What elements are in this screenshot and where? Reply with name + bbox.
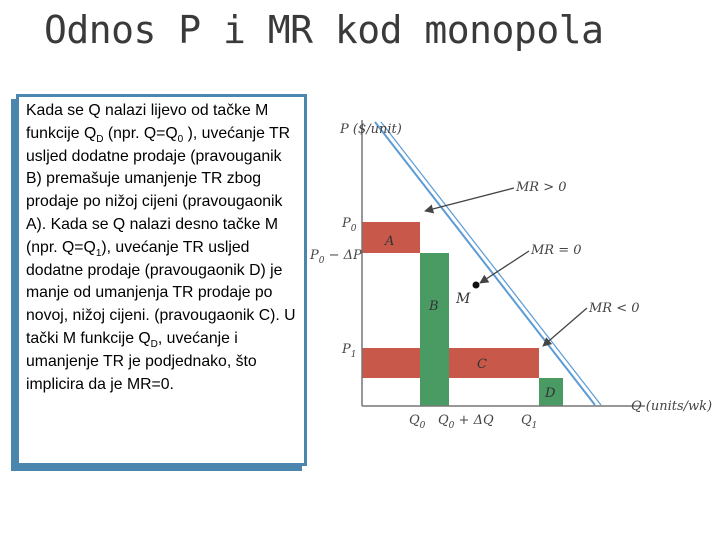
explanation-text	[16, 94, 307, 466]
rect-c	[362, 348, 539, 378]
point-m-label: M	[456, 291, 471, 307]
arrow-mr-positive	[425, 188, 514, 211]
text-part: (npr. Q=Q	[103, 124, 178, 142]
subscript: D	[96, 133, 104, 145]
subscript: 1	[95, 247, 102, 259]
rect-d-label: D	[545, 386, 556, 401]
label-q0: $Q_0$	[409, 413, 426, 431]
monopoly-diagram	[305, 108, 715, 438]
label-p0: $P_0$	[342, 216, 357, 234]
annotation-mr-zero: MR = 0	[531, 243, 582, 258]
point-m	[473, 282, 480, 289]
annotation-mr-negative: MR < 0	[589, 301, 640, 316]
rect-c-label: C	[477, 357, 487, 372]
annotation-mr-positive: MR > 0	[516, 180, 567, 195]
slide-title: Odnos P i MR kod monopola	[44, 8, 604, 52]
subscript: D	[150, 339, 158, 351]
text-part: ), uvećanje TR usljed dodatne prodaje (pravouganik B) premašuje umanjenje TR zbog prodaje po nižoj cijeni (pravougaonik A). Kada se Q nalazi desno tačke M (npr. Q=Q	[26, 124, 291, 256]
rect-a-label: A	[385, 234, 395, 249]
label-q1: $Q_1$	[521, 413, 538, 431]
label-p1: $P_1$	[342, 342, 357, 360]
x-axis-label: Q (units/wk)	[631, 399, 713, 414]
text-part: Kada se Q nalazi lijevo od tačke M funkcije Q	[26, 102, 269, 142]
rect-b-label: B	[429, 299, 439, 314]
subscript: 0	[177, 133, 184, 145]
text-part: ), uvećanje TR usljed dodatne prodaje (pravougaonik D) je manje od umanjenja TR prodaje po novoj, nižoj cijeni. (pravougaonik C). U tački M funkcije Q	[26, 238, 296, 347]
y-axis-label: P ($/unit)	[340, 122, 402, 137]
rect-b	[420, 253, 449, 406]
label-p0-minus-dp: $P_0 - \Delta P$	[310, 248, 362, 266]
text-part: , uvećanje i umanjenje TR je podjednako, što implicira da je MR=0.	[26, 329, 257, 393]
label-q0-plus-dq: $Q_0 + \Delta Q$	[438, 413, 494, 431]
arrow-mr-negative	[543, 308, 587, 346]
